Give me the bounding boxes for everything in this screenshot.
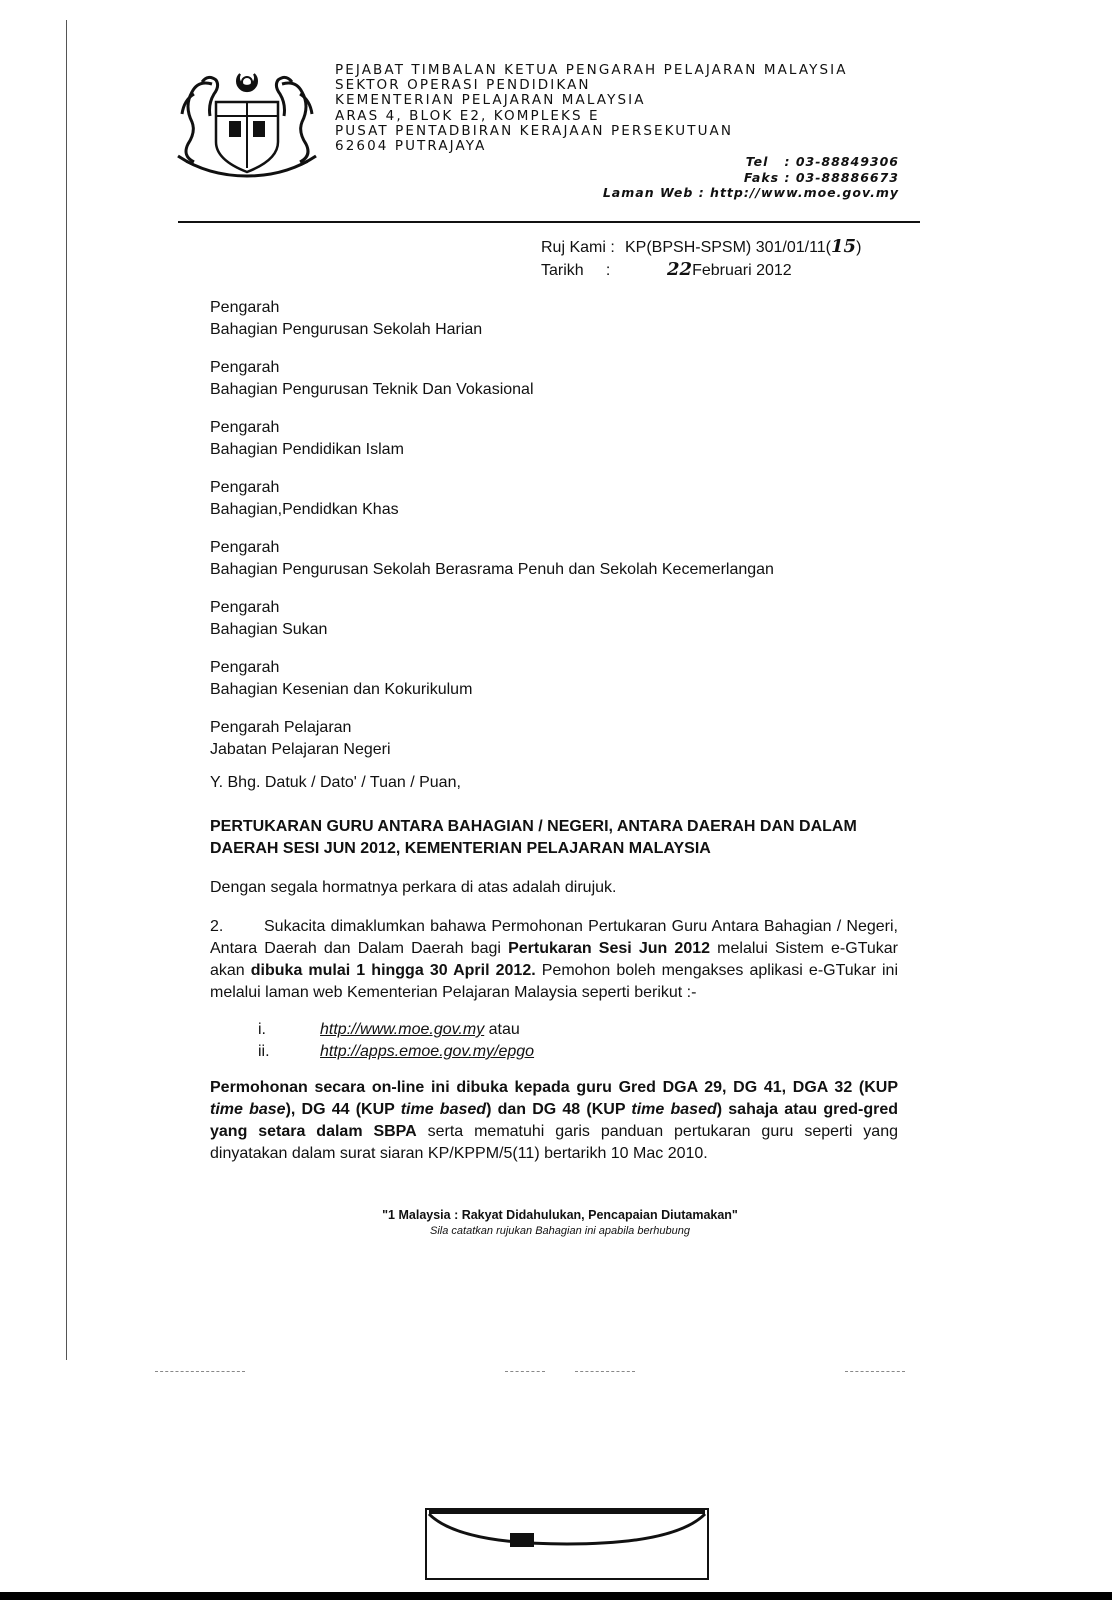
website: Laman Web : http://www.moe.gov.my bbox=[602, 185, 899, 200]
recipient-title: Pengarah bbox=[210, 659, 280, 676]
recipient-unit: Bahagian Pengurusan Sekolah Harian bbox=[210, 321, 483, 338]
paragraph-2 bbox=[210, 916, 898, 1004]
paragraph-3 bbox=[210, 1077, 898, 1165]
list-item bbox=[258, 1041, 946, 1063]
ruj-close: ) bbox=[856, 239, 862, 256]
tarikh-label: Tarikh : bbox=[541, 262, 611, 279]
recipient bbox=[210, 717, 898, 761]
letterhead-divider bbox=[178, 221, 920, 223]
link-suffix: atau bbox=[484, 1021, 520, 1038]
scan-margin-line bbox=[66, 20, 67, 1360]
letterhead-address bbox=[335, 63, 848, 154]
paragraph-number: 2. bbox=[210, 918, 224, 935]
recipient bbox=[210, 537, 898, 581]
para2-text: melalui Sistem e-GTukar akan bbox=[210, 940, 898, 979]
recipient-title: Pengarah bbox=[210, 479, 280, 496]
para2-text: Pemohon boleh mengakses aplikasi e-GTukar ini melalui laman web Kementerian Pelajaran Malaysia seperti berikut :- bbox=[210, 962, 898, 1001]
letterhead-line: PUSAT PENTADBIRAN KERAJAAN PERSEKUTUAN bbox=[335, 122, 734, 139]
para3-bold: ) dan DG 48 (KUP bbox=[486, 1101, 632, 1118]
recipient bbox=[210, 657, 898, 701]
recipient bbox=[210, 477, 898, 521]
recipient-unit: Bahagian Sukan bbox=[210, 621, 328, 638]
fold-mark bbox=[505, 1371, 545, 1373]
letterhead-line: KEMENTERIAN PELAJARAN MALAYSIA bbox=[335, 92, 646, 109]
recipient-unit: Bahagian Kesenian dan Kokurikulum bbox=[210, 681, 473, 698]
list-item bbox=[258, 1019, 946, 1041]
ruj-value: KP(BPSH-SPSM) 301/01/11( bbox=[625, 239, 832, 256]
footer-motto: "1 Malaysia : Rakyat Didahulukan, Pencapaian Diutamakan" bbox=[382, 1208, 738, 1222]
recipient bbox=[210, 597, 898, 641]
para3-bold-italic: time based bbox=[400, 1101, 487, 1118]
para3-bold: Permohonan secara on-line ini dibuka kepada guru Gred DGA 29, DG 41, DGA 32 (KUP bbox=[210, 1079, 898, 1096]
recipient-unit: Bahagian,Pendidkan Khas bbox=[210, 501, 399, 518]
tel-number: Tel : 03-88849306 bbox=[745, 154, 899, 169]
para3-bold-italic: time based bbox=[631, 1101, 717, 1118]
paragraph-1: Dengan segala hormatnya perkara di atas adalah dirujuk. bbox=[210, 879, 617, 896]
letterhead-line: ARAS 4, BLOK E2, KOMPLEKS E bbox=[335, 107, 600, 124]
scan-bottom-edge bbox=[0, 1592, 1112, 1600]
subject-heading: PERTUKARAN GURU ANTARA BAHAGIAN / NEGERI, ANTARA DAERAH DAN DALAM DAERAH SESI JUN 2012, KEMENTERIAN PELAJARAN MALAYSIA bbox=[210, 818, 857, 857]
salutation: Y. Bhg. Datuk / Dato' / Tuan / Puan, bbox=[210, 774, 461, 791]
ruj-handwritten: 15 bbox=[831, 236, 857, 257]
footer-note: Sila catatkan rujukan Bahagian ini apabila berhubung bbox=[430, 1225, 690, 1237]
para3-text: serta mematuhi garis panduan pertukaran guru seperti yang dinyatakan dalam surat siaran KP/KPPM/5(11) bertarikh 10 Mac 2010. bbox=[210, 1123, 898, 1162]
list-number: i. bbox=[258, 1021, 266, 1038]
recipient-title: Pengarah bbox=[210, 419, 280, 436]
list-number: ii. bbox=[258, 1043, 270, 1060]
para3-bold: ), DG 44 (KUP bbox=[285, 1101, 401, 1118]
coat-of-arms-icon bbox=[172, 64, 322, 184]
reference-block bbox=[541, 236, 861, 282]
date-handwritten: 22 bbox=[667, 259, 693, 280]
recipient-title: Pengarah bbox=[210, 359, 280, 376]
fax-number: Faks : 03-88886673 bbox=[743, 169, 899, 185]
recipient-title: Pengarah bbox=[210, 599, 280, 616]
letterhead-line: SEKTOR OPERASI PENDIDIKAN bbox=[335, 77, 591, 94]
para2-bold: Pertukaran Sesi Jun 2012 bbox=[508, 940, 711, 957]
recipient-title: Pengarah Pelajaran bbox=[210, 719, 352, 736]
recipient bbox=[210, 297, 898, 341]
recipient-unit: Bahagian Pengurusan Sekolah Berasrama Penuh dan Sekolah Kecemerlangan bbox=[210, 561, 774, 578]
recipient bbox=[210, 417, 898, 461]
link-list bbox=[258, 1019, 946, 1063]
moe-link[interactable]: http://www.moe.gov.my bbox=[320, 1021, 485, 1038]
stamp-fragment-icon bbox=[425, 1508, 709, 1580]
para3-bold-italic: time base bbox=[210, 1101, 286, 1118]
recipient-title: Pengarah bbox=[210, 539, 280, 556]
recipient-unit: Bahagian Pengurusan Teknik Dan Vokasional bbox=[210, 381, 534, 398]
recipient-list bbox=[210, 297, 898, 777]
recipient bbox=[210, 357, 898, 401]
date-value: Februari 2012 bbox=[692, 262, 792, 279]
fold-mark bbox=[155, 1371, 245, 1373]
para3-bold: ) sahaja atau gred-gred yang setara dalam SBPA bbox=[210, 1101, 899, 1140]
para2-text: Sukacita dimaklumkan bahawa Permohonan Pertukaran Guru Antara Bahagian / Negeri, Antara Daerah dan Dalam Daerah bagi bbox=[210, 918, 898, 957]
letterhead-line: PEJABAT TIMBALAN KETUA PENGARAH PELAJARAN MALAYSIA bbox=[335, 62, 848, 78]
letterhead-line: 62604 PUTRAJAYA bbox=[335, 138, 487, 155]
recipient-unit: Jabatan Pelajaran Negeri bbox=[210, 741, 391, 758]
reference-row bbox=[541, 236, 861, 259]
para2-bold: dibuka mulai 1 hingga 30 April 2012. bbox=[250, 962, 536, 979]
recipient-unit: Bahagian Pendidikan Islam bbox=[210, 441, 404, 458]
fold-mark bbox=[845, 1371, 905, 1373]
epgo-link[interactable]: http://apps.emoe.gov.my/epgo bbox=[320, 1043, 535, 1060]
letterhead-contact bbox=[603, 154, 899, 201]
ruj-label: Ruj Kami : bbox=[541, 239, 615, 256]
fold-mark bbox=[575, 1371, 635, 1373]
date-row bbox=[541, 259, 861, 282]
recipient-title: Pengarah bbox=[210, 299, 280, 316]
